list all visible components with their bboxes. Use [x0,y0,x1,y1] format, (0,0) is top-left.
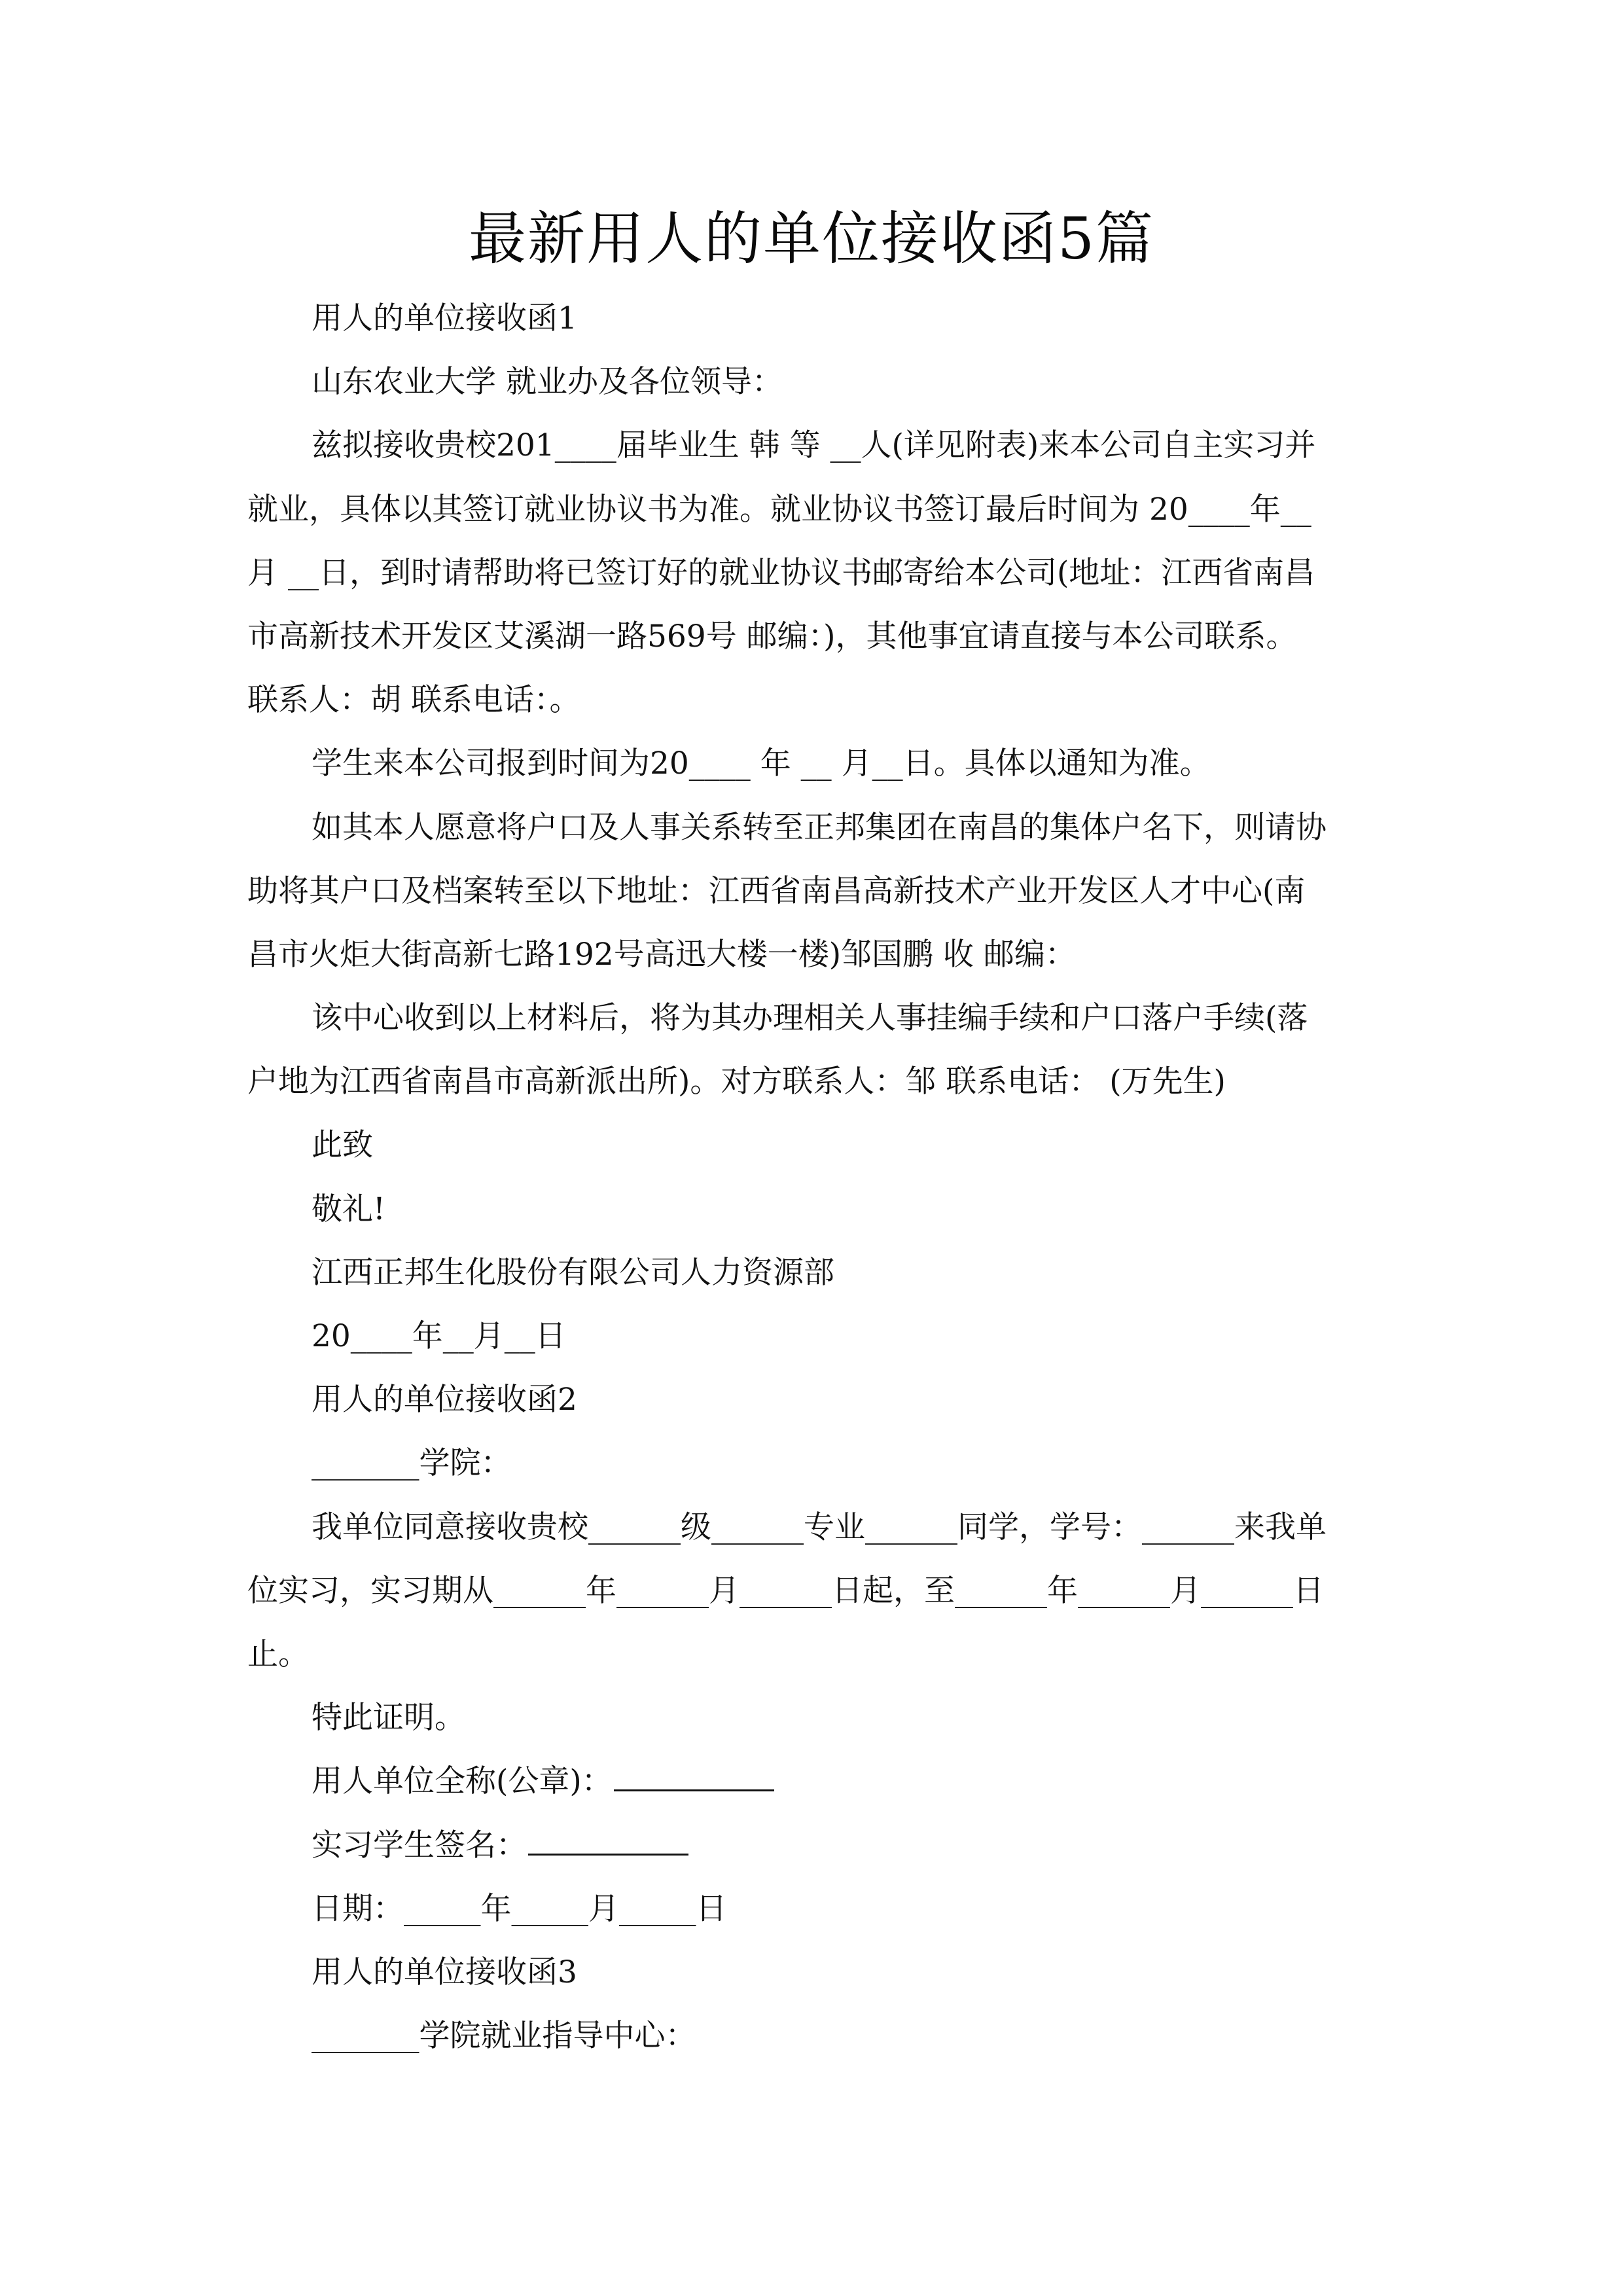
letter-1-date: 20____年__月__日 [312,1318,566,1354]
letter-1-line-7: 如其本人愿意将户口及人事关系转至正邦集团在南昌的集体户名下，则请协 [312,809,1327,846]
letter-2-employer-row [247,1749,1383,1813]
letter-1-line-6: 学生来本公司报到时间为20____ 年 __ 月__日。具体以通知为准。 [312,745,1211,782]
letter-2-line-3: 止。 [247,1636,309,1672]
letter-1-line-2: 就业，具体以其签订就业协议书为准。就业协议书签订最后时间为 20____年__ [247,491,1311,528]
document-body [247,287,1383,2068]
employer-name-label: 用人单位全称(公章)： [312,1763,613,1800]
document-title: 最新用人的单位接收函5篇 [469,205,1154,272]
letter-1-line-10: 该中心收到以上材料后，将为其办理相关人事挂编手续和户口落户手续(落 [312,1000,1308,1037]
student-signature-label: 实习学生签名： [312,1827,527,1863]
letter-2-student-row [247,1814,1383,1877]
letter-1-heading: 用人的单位接收函1 [312,300,577,336]
employer-name-blank [614,1763,774,1791]
letter-3-salutation: _______学院就业指导中心： [312,2018,696,2054]
letter-1-salutation: 山东农业大学 就业办及各位领导： [312,364,783,401]
letter-1-closing-2: 敬礼! [312,1191,385,1227]
letter-2-date: 日期：_____年_____月_____日 [312,1890,727,1927]
letter-1-line-11: 户地为江西省南昌市高新派出所)。对方联系人：邹 联系电话： (万先生) [247,1064,1226,1100]
letter-1-closing-1: 此致 [312,1127,373,1164]
letter-1-line-1: 兹拟接收贵校201____届毕业生 韩 等 __人(详见附表)来本公司自主实习并 [312,427,1316,464]
letter-1-line-8: 助将其户口及档案转至以下地址：江西省南昌高新技术产业开发区人才中心(南 [247,872,1306,909]
letter-2-salutation: _______学院： [312,1445,512,1482]
student-signature-blank [528,1827,688,1856]
letter-1-line-9: 昌市火炬大街高新七路192号高迅大楼一楼)邹国鹏 收 邮编： [247,936,1076,973]
letter-1-line-3: 月 __日，到时请帮助将已签订好的就业协议书邮寄给本公司(地址：江西省南昌 [247,554,1315,591]
letter-3-heading: 用人的单位接收函3 [312,1954,577,1990]
letter-1-signature: 江西正邦生化股份有限公司人力资源部 [312,1254,834,1291]
letter-2-certify: 特此证明。 [312,1700,465,1736]
letter-1-line-4: 市高新技术开发区艾溪湖一路569号 邮编：)，其他事宜请直接与本公司联系。 [247,618,1297,655]
letter-2-line-2: 位实习，实习期从______年______月______日起，至______年______月______日 [247,1572,1324,1609]
letter-1-line-5: 联系人：胡 联系电话：。 [247,682,580,719]
letter-2-heading: 用人的单位接收函2 [312,1382,577,1418]
letter-2-line-1: 我单位同意接收贵校______级______专业______同学，学号：______来我单 [312,1509,1327,1545]
